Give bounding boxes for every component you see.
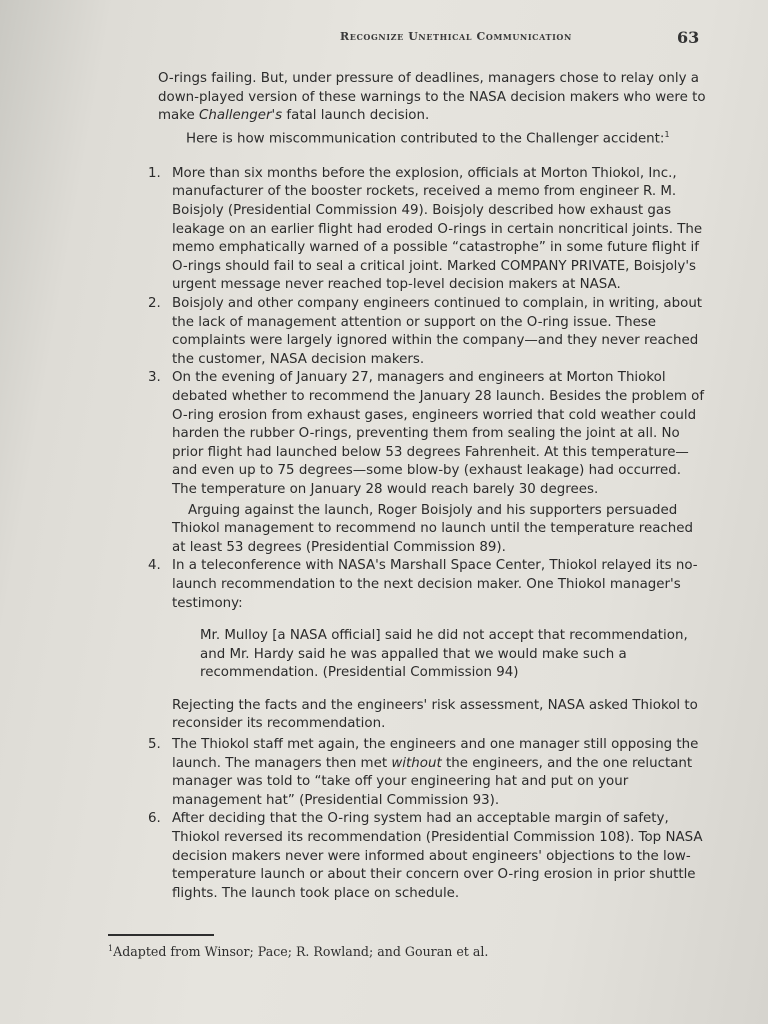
footnote-reference: 1 [664,129,670,139]
lead-in-sentence [148,126,708,149]
intro-emphasis: Challenger's [199,108,283,124]
event-item [148,810,708,903]
event-text-end: the engineers, and the one reluctant manager was told to “take off your engineering hat and put on your management hat” (Presidential Commission 93). [172,755,693,808]
event-text: In a teleconference with NASA's Marshall Space Center, Thiokol relayed its no-launch recommendation to the next decision maker. One Thiokol manager's testimony: [172,558,698,611]
footnote-divider [108,934,214,936]
footnote-text: Adapted from Winsor; Pace; R. Rowland; and Gouran et al. [113,944,489,960]
event-number: 6. [148,811,161,827]
footnote-marker: 1 [108,944,114,953]
event-number: 1. [148,165,161,181]
event-subparagraph: Arguing against the launch, Roger Boisjoly and his supporters persuaded Thiokol management to recommend no launch until the temperature reached at least 53 degrees (Presidential Commission 89). [172,502,694,555]
intro-paragraph [148,70,708,126]
event-continuation: Rejecting the facts and the engineers' risk assessment, NASA asked Thiokol to reconsider its recommendation. [172,697,698,732]
event-item [148,557,708,734]
lead-in-text: Here is how miscommunication contributed to the Challenger accident: [186,131,665,147]
page-number: 63 [677,28,700,47]
event-text: The Thiokol staff met again, the engineers and one manager still opposing the launch. The managers then met [172,737,699,771]
event-text: On the evening of January 27, managers and engineers at Morton Thiokol debated whether to recommend the January 28 launch. Besides the problem of O-ring erosion from exhaust gases, engineers worried that cold weather could harden the rubber O-rings, preventing them from sealing the joint at all. No prior flight had launched below 53 degrees Fahrenheit. At this temperature—and even up to 75 degrees—some blow-by (exhaust leakage) had occurred. The temperature on January 28 would reach barely 30 degrees. [172,370,705,497]
event-text: Boisjoly and other company engineers continued to complain, in writing, about the lack of management attention or support on the O-ring issue. These complaints were largely ignored within the company—and they never reached the customer, NASA decision makers. [172,296,703,367]
footnote [108,944,488,959]
event-item [148,295,708,369]
event-item [148,165,708,295]
event-number: 5. [148,737,161,753]
event-text: More than six months before the explosion, officials at Morton Thiokol, Inc., manufacturer of the booster rockets, received a memo from engineer R. M. Boisjoly (Presidential Commission 49). Boisjoly described how exhaust gas leakage on an earlier flight had eroded O-rings in certain noncritical joints. The memo emphatically warned of a possible “catastrophe” in some future flight if O-rings should fail to seal a critical joint. Marked COMPANY PRIVATE, Boisjoly's urgent message never reached top-level decision makers at NASA. [172,165,703,293]
event-emphasis: without [391,755,442,771]
running-header: Recognize Unethical Communication [340,30,572,43]
testimony-quote: Mr. Mulloy [a NASA official] said he did not accept that recommendation, and Mr. Hardy said he was appalled that we would make such a recommendation. (Presidential Commission 94) [200,628,688,681]
event-number: 4. [148,558,161,574]
event-item [148,369,708,557]
intro-text: O-rings failing. But, under pressure of deadlines, managers chose to relay only a down-played version of these warnings to the NASA decision makers who were to make [158,71,706,124]
intro-text-end: fatal launch decision. [282,108,430,124]
event-list [148,165,708,904]
event-text: After deciding that the O-ring system had an acceptable margin of safety, Thiokol reversed its recommendation (Presidential Commission 108). Top NASA decision makers never were informed about engineers' objections to the low-temperature launch or about their concern over O-ring erosion in prior shuttle flights. The launch took place on schedule. [172,811,703,901]
page-body [148,70,708,903]
event-number: 2. [148,296,161,311]
event-item [148,736,708,810]
event-number: 3. [148,370,161,386]
